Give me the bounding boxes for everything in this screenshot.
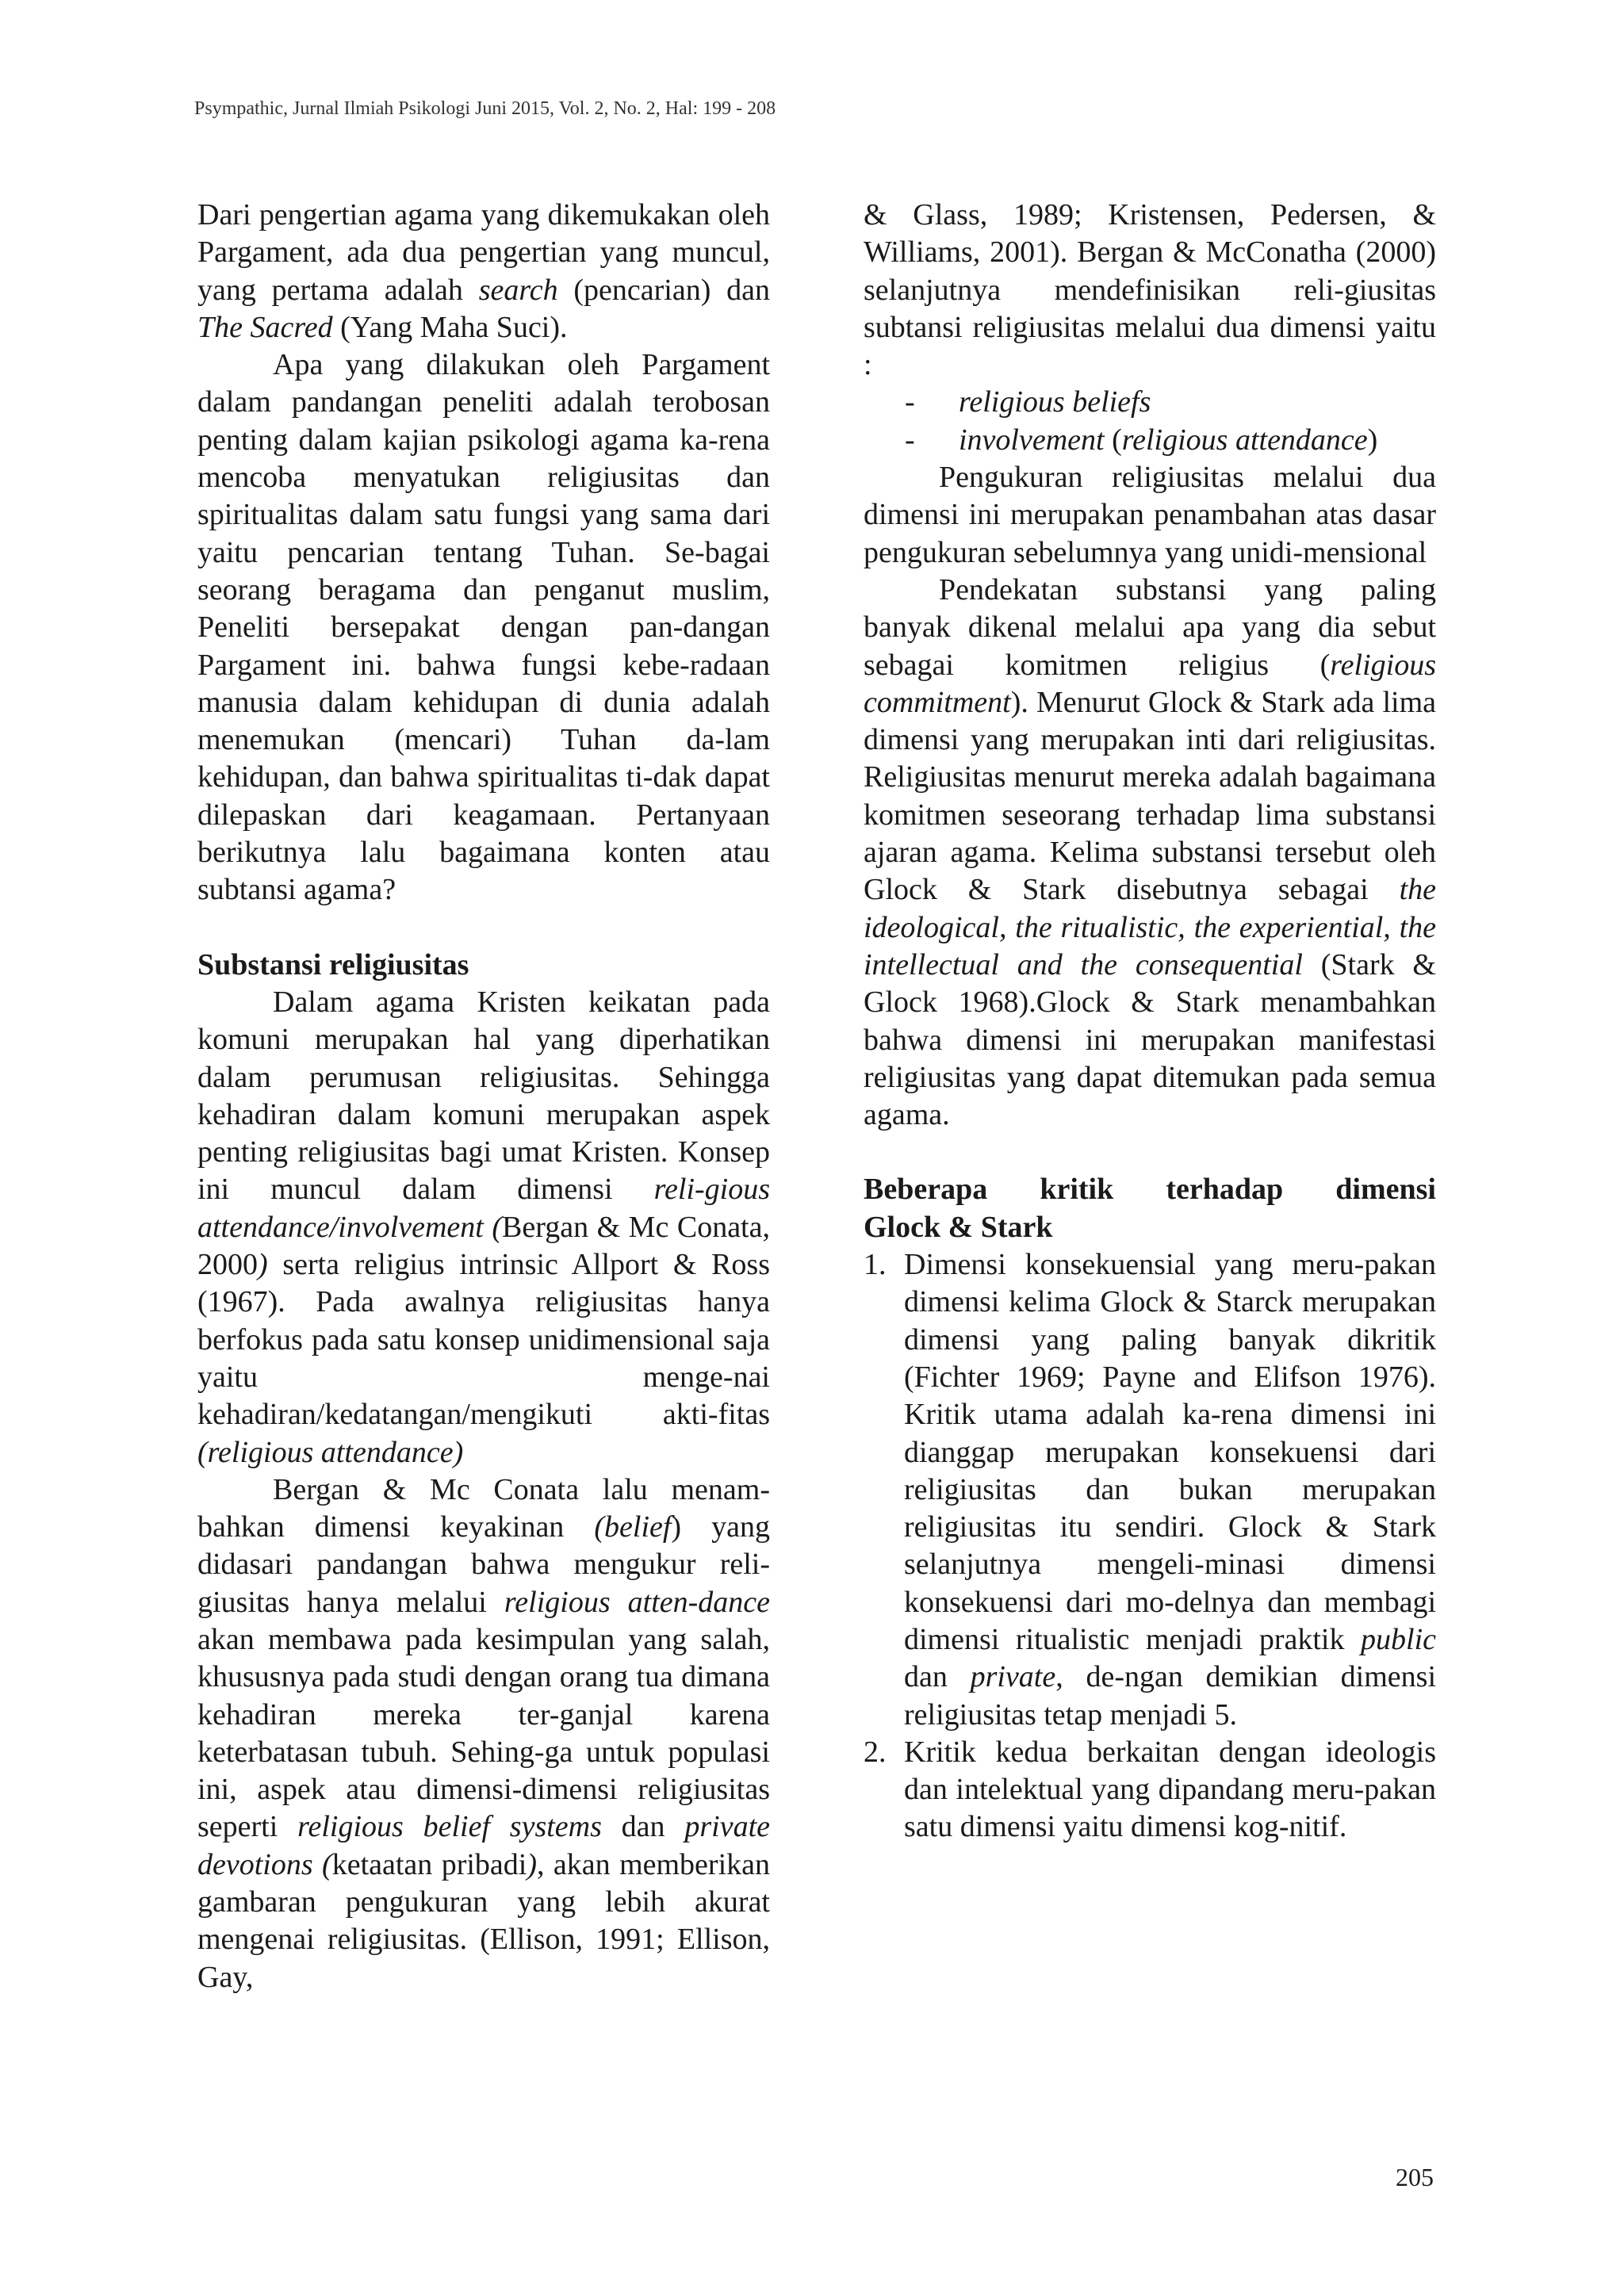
text: Dalam agama Kristen keikatan pada komuni merupakan hal yang diperhatikan dalam perumusan religiusitas. Sehingga kehadiran dalam komuni merupakan aspek penting religiusitas bagi umat Kristen. Konsep ini muncul dalam dimensi [197,985,770,1207]
text: Dari pengertian agama yang dikemukakan oleh Pargament, ada dua pengertian yang muncul, yang pertama adalah [197,198,770,307]
text: (pencarian) dan [557,273,770,307]
text: (Yang Maha Suci). [332,310,568,344]
italic-text: religious belief systems [297,1810,602,1844]
paragraph-kristen-komuni [197,984,770,1471]
italic-text: (belief [594,1510,672,1544]
left-column [197,197,770,1996]
dash-item-text [959,422,1377,459]
text: ( [1104,423,1122,457]
text: Pendekatan substansi yang paling banyak dikenal melalui apa yang dia sebut sebagai komitmen religius ( [864,572,1436,682]
text: ) yang didasari pandangan bahwa mengukur reli-giusitas hanya melalui [197,1510,770,1619]
italic-text: ) [258,1248,268,1282]
italic-text: reli-gious attendance/involvement ( [197,1173,770,1244]
text: serta religius intrinsic Allport & Ross (1967). Pada awalnya religiusitas hanya berfokus pada satu konsep unidimensional saja yaitu menge-nai kehadiran/kedatangan/mengikuti akti-fitas [197,1248,770,1432]
text: dan [601,1810,685,1844]
dash-marker: - [905,423,915,457]
numbered-list-item [864,1734,1436,1846]
paragraph-bergan-belief [197,1471,770,1996]
list-number: 1. [864,1248,887,1282]
italic-text: involvement [959,423,1105,457]
italic-text: religious atten-dance [504,1585,771,1619]
list-item-text: Kritik kedua berkaitan dengan ideologis dan intelektual yang dipandang meru-pakan satu dimensi yaitu dimensi kog-nitif. [904,1735,1436,1844]
section-heading-kritik-line2: Glock & Stark [864,1210,1053,1244]
italic-text: private devotions ( [197,1810,770,1881]
italic-text: search [478,273,558,307]
text: akan membawa pada kesimpulan yang salah, khususnya pada studi dengan orang tua dimana kehadiran mereka ter-ganjal karena keterbatasan tubuh. Sehing-ga untuk populasi ini, aspek atau dimensi-dimensi religiusitas seperti [197,1622,770,1844]
right-column [864,197,1436,1846]
italic-text: the ideological, the ritualistic, the experiential, the intellectual and the consequential [864,873,1436,982]
italic-text: The Sacred [197,310,333,344]
text: Bergan & Mc Conata, 2000 [197,1210,770,1282]
section-heading-substansi: Substansi religiusitas [197,947,469,982]
paragraph-pargament-definition [197,197,770,346]
text: ) [1367,423,1378,457]
text: dan [904,1660,971,1694]
italic-text: private [970,1660,1056,1694]
list-number: 2. [864,1735,887,1769]
text: Dimensi konsekuensial yang meru-pakan dimensi kelima Glock & Starck merupakan dimensi yang paling banyak dikritik (Fichter 1969; Payne and Elifson 1976). Kritik utama adalah ka-rena dimensi ini dianggap merupakan konsekuensi dari religiusitas dan bukan merupakan religiusitas itu sendiri. Glock & Stark selanjutnya mengeli-minasi dimensi konsekuensi dari mo-delnya dan membagi dimensi ritualistic menjadi praktik [904,1248,1436,1656]
italic-text: public [1361,1622,1436,1656]
italic-text: religious attendance [1121,423,1368,457]
paragraph-glock-stark [864,572,1436,1134]
text: Bergan & Mc Conata lalu menam-bahkan dimensi keyakinan [197,1472,770,1544]
page-number: 205 [1396,2163,1434,2191]
section-heading-kritik: Beberapa kritik terhadap dimensi [864,1173,1436,1207]
spacer [864,1134,1436,1171]
dash-list-item [864,422,1436,459]
italic-text: religious commitment [864,648,1436,719]
italic-text: (religious attendance) [197,1435,464,1469]
spacer [197,909,770,947]
dash-list-item [864,384,1436,421]
journal-header: Psympathic, Jurnal Ilmiah Psikologi Juni 2015, Vol. 2, No. 2, Hal: 199 - 208 [194,98,776,119]
text: , akan memberikan gambaran pengukuran yang lebih akurat mengenai religiusitas. (Ellison, 1991; Ellison, Gay, [197,1847,771,1994]
text: (Stark & Glock 1968).Glock & Stark menambahkan bahwa dimensi ini merupakan manifestasi religiusitas yang dapat ditemukan pada semua agama. [864,947,1436,1132]
text: , de-ngan demikian dimensi religiusitas tetap menjadi 5. [904,1660,1436,1732]
text: ). Menurut Glock & Stark ada lima dimensi yang merupakan inti dari religiusitas. Religiusitas menurut mereka adalah bagaimana komitmen seseorang terhadap lima substansi ajaran agama. Kelima substansi tersebut oleh Glock & Stark disebutnya sebagai [864,685,1436,907]
paragraph-bergan-mcconatha: & Glass, 1989; Kristensen, Pedersen, & Williams, 2001). Bergan & McConatha (2000) selanjutnya mendefinisikan reli-giusitas subtansi religiusitas melalui dua dimensi yaitu : [864,198,1436,382]
text: ketaatan pribadi [331,1847,527,1881]
dash-marker: - [905,385,915,419]
list-item-text [904,1246,1436,1734]
paragraph-pengukuran: Pengukuran religiusitas melalui dua dimensi ini merupakan penambahan atas dasar pengukuran sebelumnya yang unidi-mensional [864,461,1436,569]
numbered-list-item [864,1246,1436,1734]
paragraph-pargament-breakthrough: Apa yang dilakukan oleh Pargament dalam pandangan peneliti adalah terobosan penting dalam kajian psikologi agama ka-rena mencoba menyatukan religiusitas dan spiritualitas dalam satu fungsi yang sama dari yaitu pencarian tentang Tuhan. Se-bagai seorang beragama dan penganut muslim, Peneliti bersepakat dengan pan-dangan Pargament ini. bahwa fungsi kebe-radaan manusia dalam kehidupan di dunia adalah menemukan (mencari) Tuhan da-lam kehidupan, dan bahwa spiritualitas ti-dak dapat dilepaskan dari keagamaan. Pertanyaan berikutnya lalu bagaimana konten atau subtansi agama? [197,348,770,907]
italic-text: religious beliefs [959,385,1151,419]
italic-text: ) [527,1847,538,1881]
